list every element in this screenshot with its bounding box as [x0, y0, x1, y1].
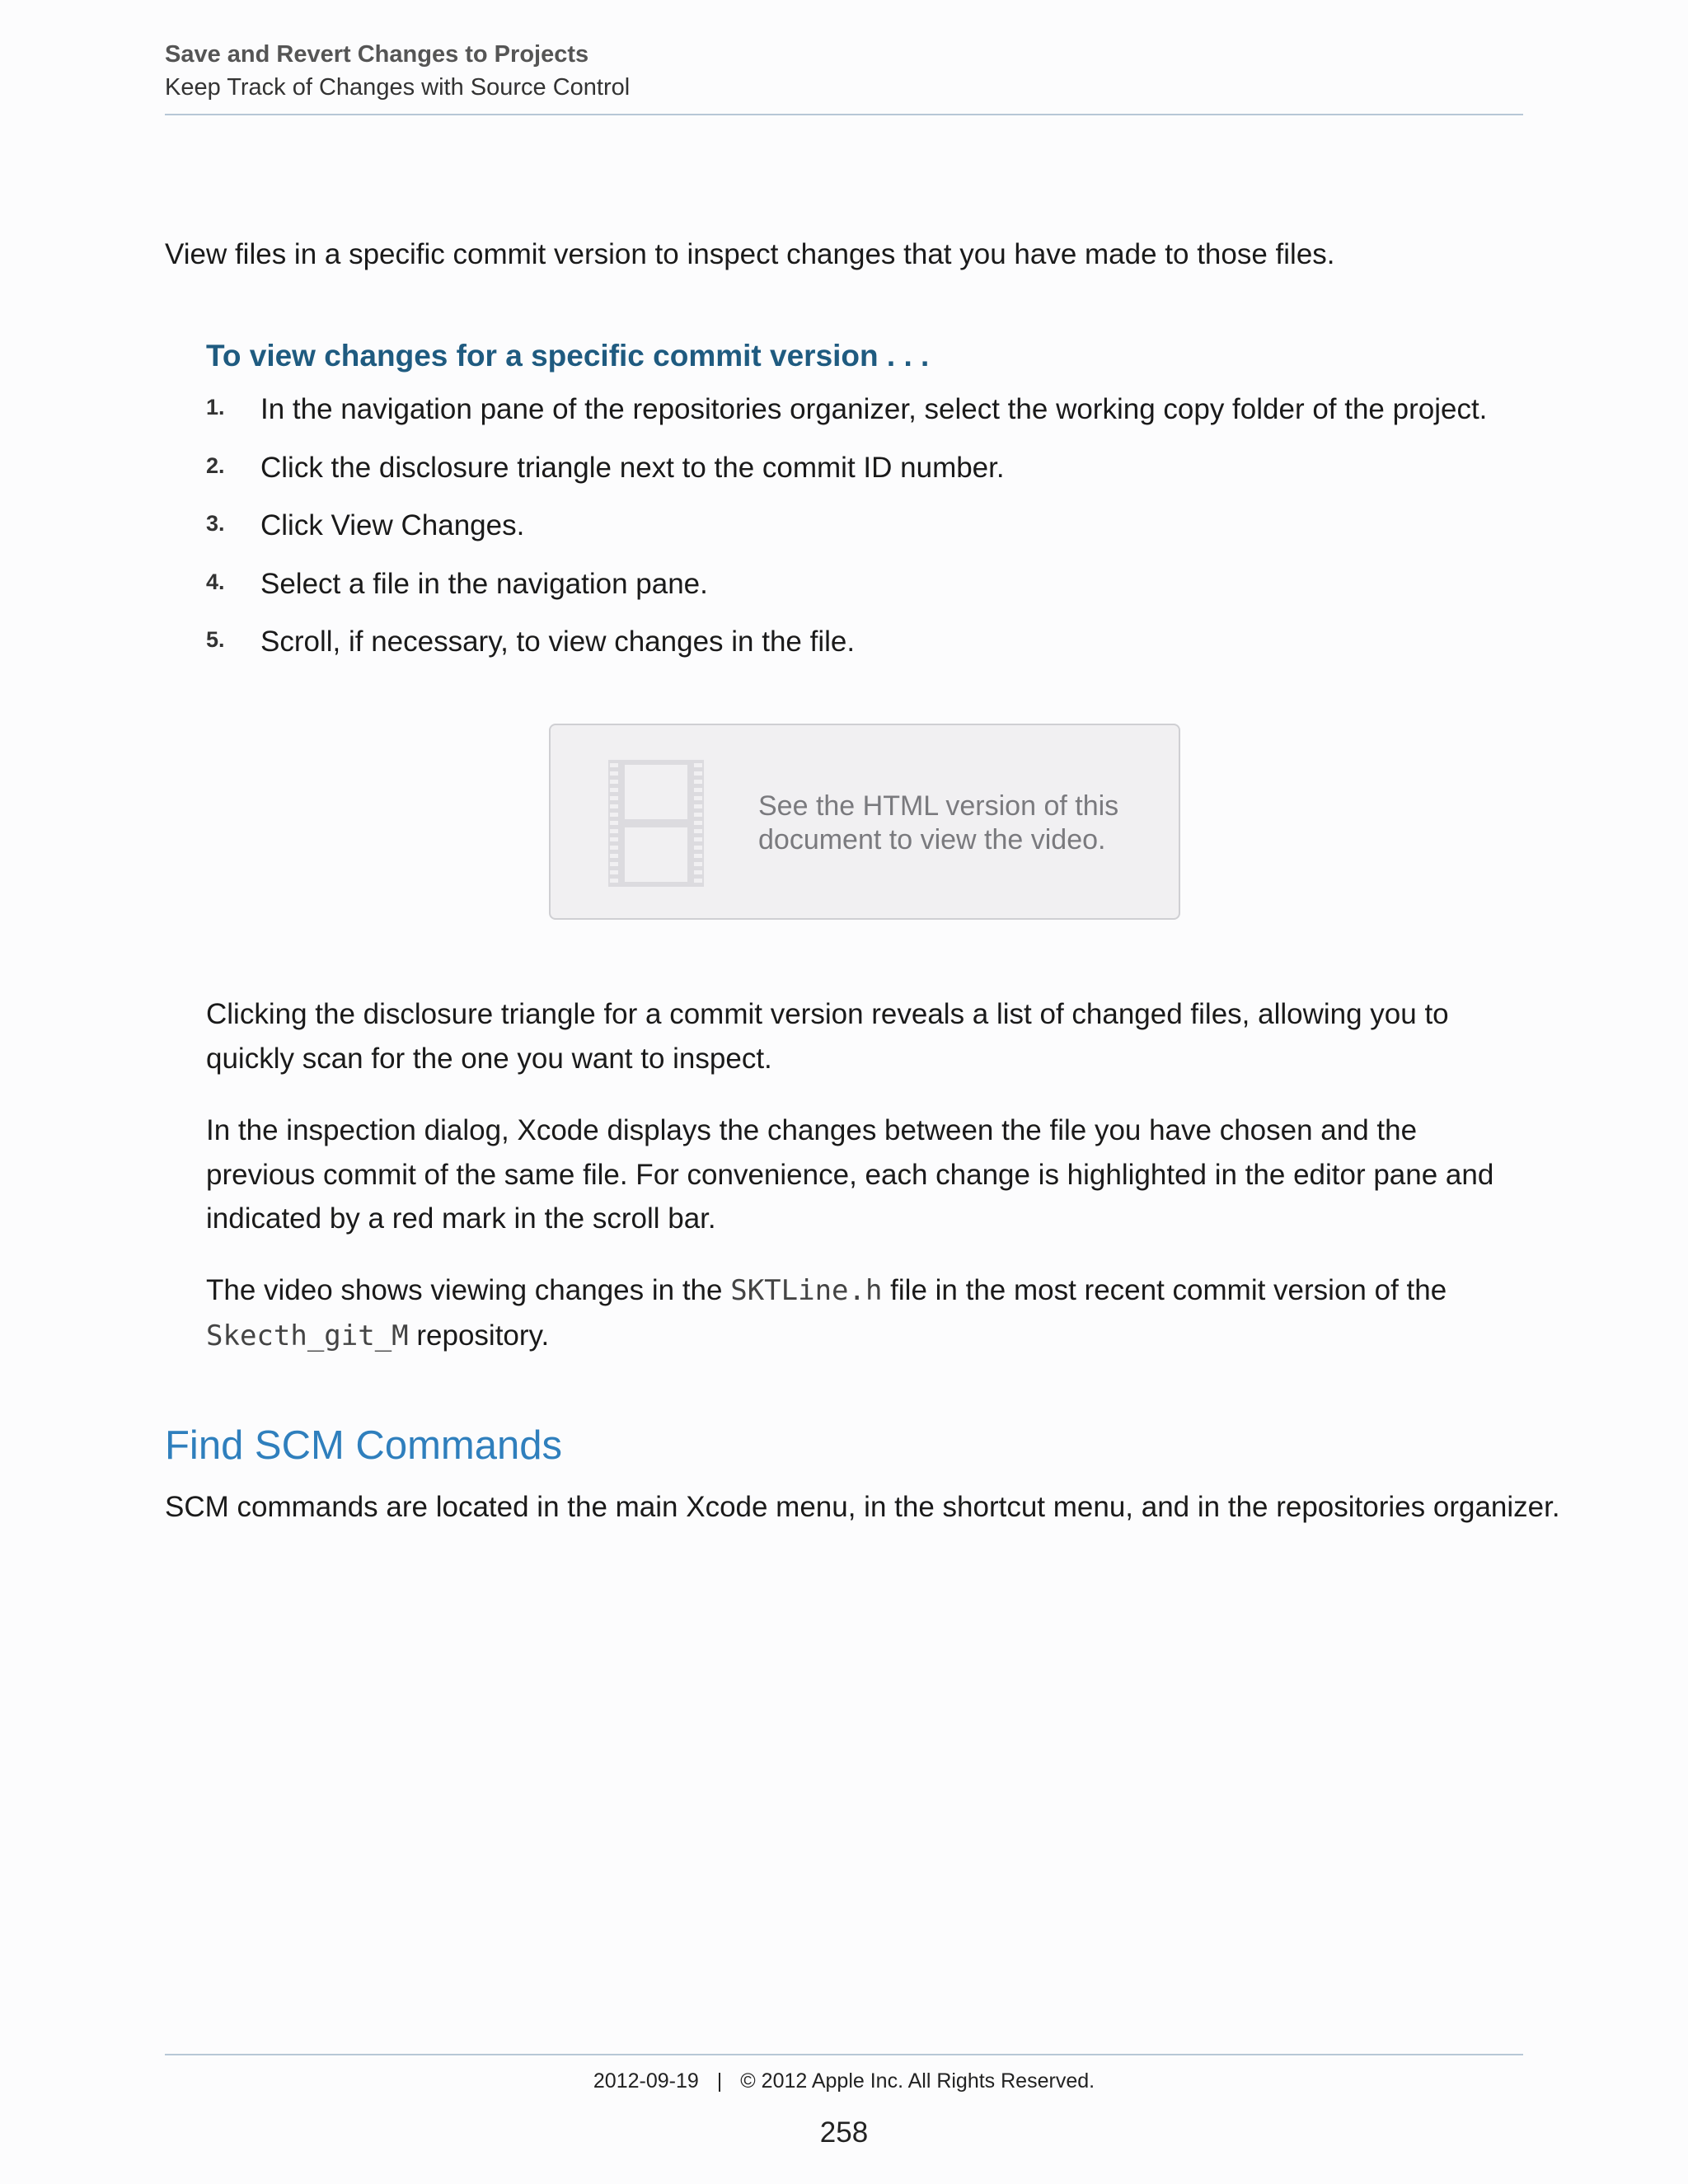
code-filename: SKTLine.h [730, 1274, 883, 1307]
task-steps-list [206, 388, 1525, 679]
step-number: 5. [206, 627, 225, 652]
step-text: Select a file in the navigation pane. [260, 567, 708, 600]
step-number: 1. [206, 395, 225, 419]
list-item [206, 563, 1525, 621]
find-scm-body: SCM commands are located in the main Xcode menu, in the shortcut menu, and in the repositories organizer. [165, 1491, 1560, 1523]
text-run: repository. [408, 1319, 550, 1352]
film-icon [608, 760, 704, 887]
list-item [206, 621, 1525, 679]
paragraph-disclosure: Clicking the disclosure triangle for a commit version reveals a list of changed files, allowing you to quickly scan for the one you want to inspect. [206, 998, 1449, 1075]
video-message: See the HTML version of this document to view the video. [758, 790, 1119, 855]
text-run: The video shows viewing changes in the [206, 1274, 731, 1306]
chapter-title: Save and Revert Changes to Projects [165, 41, 589, 68]
step-text: Scroll, if necessary, to view changes in the file. [260, 626, 856, 658]
intro-paragraph: View files in a specific commit version to inspect changes that you have made to those files. [165, 238, 1335, 270]
page-number: 258 [819, 2116, 869, 2149]
step-number: 4. [206, 569, 225, 594]
footer-divider [165, 2054, 1523, 2055]
section-heading-find-scm: Find SCM Commands [165, 1423, 562, 1468]
footer-date: 2012-09-19 [593, 2069, 699, 2093]
page-header [165, 38, 1523, 104]
footer-copyright: © 2012 Apple Inc. All Rights Reserved. [740, 2069, 1095, 2093]
step-text: Click the disclosure triangle next to the commit ID number. [260, 451, 1005, 484]
list-item [206, 447, 1525, 505]
list-item [206, 504, 1525, 563]
step-number: 3. [206, 511, 225, 536]
step-text: In the navigation pane of the repositories organizer, select the working copy folder of the project. [260, 393, 1488, 425]
list-item [206, 388, 1525, 447]
paragraph-video-description [206, 1268, 1525, 1358]
task-heading: To view changes for a specific commit version . . . [206, 339, 930, 373]
header-divider [165, 114, 1523, 115]
code-repository: Skecth_git_M [206, 1319, 409, 1352]
section-title: Keep Track of Changes with Source Control [165, 74, 631, 101]
text-run: file in the most recent commit version of the [882, 1274, 1447, 1306]
footer-separator: | [716, 2069, 723, 2093]
video-placeholder [549, 724, 1180, 920]
page-footer [0, 2065, 1688, 2097]
step-number: 2. [206, 452, 225, 478]
paragraph-inspection: In the inspection dialog, Xcode displays the changes between the file you have chosen and the previous commit of the same file. For convenience, each change is highlighted in the editor pane and indicated by a red mark in the scroll bar. [206, 1114, 1494, 1235]
step-text: Click View Changes. [260, 509, 525, 541]
